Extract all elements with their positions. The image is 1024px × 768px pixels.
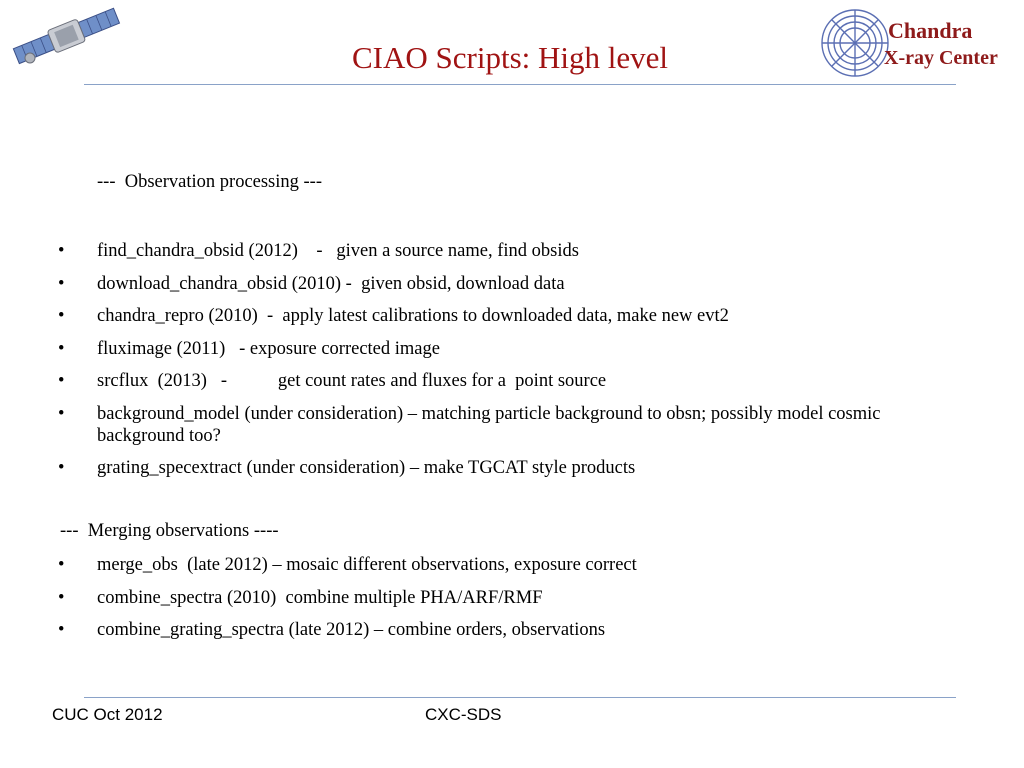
chandra-satellite-icon [8,6,126,74]
list-item [58,338,958,360]
title-divider [84,84,956,85]
logo-text-chandra: Chandra [888,18,973,43]
list-item-text: merge_obs (late 2012) – mosaic different observations, exposure correct [97,555,637,575]
list-item [58,403,958,447]
footer-left-text: CUC Oct 2012 [52,705,163,724]
section-heading-merging-observations: --- Merging observations ---- [60,521,279,541]
bullet-icon: • [58,587,65,608]
list-item-text: combine_spectra (2010) combine multiple PHA/ARF/RMF [97,587,543,608]
list-item-text: combine_grating_spectra (late 2012) – combine orders, observations [97,620,606,640]
observation-processing-list [58,240,958,490]
bullet-icon: • [58,241,65,261]
list-item-text: find_chandra_obsid (2012) - given a source name, find obsids [97,241,579,261]
list-item [58,619,958,641]
page-title: CIAO Scripts: High level [352,40,668,75]
list-item [58,305,958,327]
chandra-xray-center-logo [818,6,1022,80]
bullet-icon: • [58,338,65,359]
bullet-icon: • [58,273,65,294]
list-item [58,273,958,295]
list-item [58,457,958,479]
bullet-icon: • [58,555,65,575]
list-item-text: grating_specextract (under consideration) – make TGCAT style products [97,458,636,478]
section-heading-observation-processing: --- Observation processing --- [97,172,323,192]
merging-observations-list [58,554,958,652]
list-item [58,554,958,576]
bullet-icon: • [58,620,65,640]
list-item-text: chandra_repro (2010) - apply latest calibrations to downloaded data, make new evt2 [97,306,729,326]
list-item [58,587,958,609]
list-item-text: background_model (under consideration) – matching particle background to obsn; possibly model cosmic background too? [97,403,886,446]
bullet-icon: • [58,458,65,478]
list-item-text: download_chandra_obsid (2010) - given obsid, download data [97,273,565,294]
footer-divider [84,697,956,698]
bullet-icon: • [58,371,65,391]
list-item [58,240,958,262]
bullet-icon: • [58,306,65,326]
footer-center-text: CXC-SDS [425,705,502,724]
bullet-icon: • [58,403,65,424]
logo-text-xray-center: X-ray Center [884,47,998,69]
list-item [58,370,958,392]
list-item-text: srcflux (2013) - get count rates and fluxes for a point source [97,371,607,391]
list-item-text: fluximage (2011) - exposure corrected image [97,338,440,359]
